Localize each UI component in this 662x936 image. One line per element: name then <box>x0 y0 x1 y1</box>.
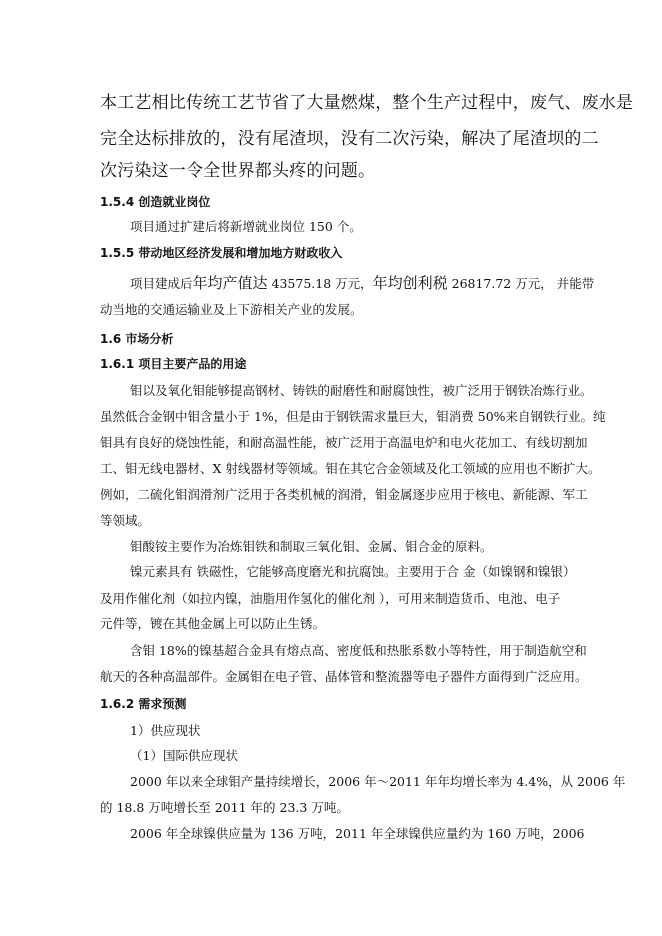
paragraph-line: 例如，二硫化钼润滑剂广泛用于各类机械的润滑，钼金属逐步应用于核电、新能源、军工 <box>100 487 588 502</box>
list-heading: 1）供应现状 <box>130 723 201 738</box>
paragraph-line: 钼酸铵主要作为冶炼钼铁和制取三氧化钼、金属、钼合金的原料。 <box>130 539 493 554</box>
paragraph-line: 次污染这一令全世界都头疼的问题。 <box>100 161 376 181</box>
text-span-large: 年均创利税 <box>372 274 448 292</box>
section-heading: 1.6.2 需求预测 <box>100 697 187 711</box>
paragraph-line: 虽然低合金钢中钼含量小于 1%，但是由于钢铁需求量巨大，钼消费 50%来自钢铁行业。纯 <box>100 409 606 424</box>
list-heading: （1）国际供应现状 <box>130 748 238 763</box>
paragraph-line: 航天的各种高温部件。金属钼在电子管、晶体管和整流器等电子器件方面得到广泛应用。 <box>100 669 588 684</box>
text-span-large: 年均产值达 <box>192 274 268 292</box>
paragraph-line: 2006 年全球镍供应量为 136 万吨，2011 年全球镍供应量约为 160 万吨，2006 <box>130 826 585 841</box>
paragraph-line: 含钼 18%的镍基超合金具有熔点高、密度低和热胀系数小等特性，用于制造航空和 <box>130 643 587 658</box>
section-heading: 1.5.5 带动地区经济发展和增加地方财政收入 <box>100 246 343 260</box>
section-heading: 1.6 市场分析 <box>100 332 174 346</box>
paragraph-line: 钼以及氧化钼能够提高钢材、铸铁的耐磨性和耐腐蚀性，被广泛用于钢铁冶炼行业。 <box>130 383 593 398</box>
paragraph-line: 2000 年以来全球钼产量持续增长，2006 年～2011 年年均增长率为 4.4%，从 2006 年 <box>130 774 626 789</box>
paragraph-line: 项目通过扩建后将新增就业岗位 150 个。 <box>130 219 362 234</box>
paragraph-line: 工、钼无线电器材、X 射线器材等领域。钼在其它合金领域及化工领域的应用也不断扩大。 <box>100 461 601 476</box>
paragraph-line: 的 18.8 万吨增长至 2011 年的 23.3 万吨。 <box>100 800 349 815</box>
text-span: 43575.18 万元， <box>267 276 373 291</box>
section-heading: 1.5.4 创造就业岗位 <box>100 195 211 209</box>
paragraph-line: 镍元素具有 铁磁性，它能够高度磨光和抗腐蚀。主要用于合 金（如镍钢和镍银） <box>130 564 576 579</box>
paragraph-line-mixed <box>130 272 594 293</box>
paragraph-line: 动当地的交通运输业及上下游相关产业的发展。 <box>100 302 363 317</box>
text-span: 26817.72 万元， 并能带 <box>447 276 595 291</box>
paragraph-line: 元件等，镀在其他金属上可以防止生锈。 <box>100 616 326 631</box>
paragraph-line: 完全达标排放的，没有尾渣坝，没有二次污染，解决了尾渣坝的二 <box>100 129 599 149</box>
paragraph-line: 等领域。 <box>100 513 151 528</box>
section-heading: 1.6.1 项目主要产品的用途 <box>100 357 247 371</box>
paragraph-line: 钼具有良好的烧蚀性能，和耐高温性能，被广泛用于高温电炉和电火花加工、有线切割加 <box>100 435 588 450</box>
paragraph-line: 本工艺相比传统工艺节省了大量燃煤，整个生产过程中，废气、废水是 <box>100 93 634 113</box>
paragraph-line: 及用作催化剂（如拉内镍，油脂用作氢化的催化剂 ），可用来制造货币、电池、电子 <box>100 591 561 606</box>
text-span: 项目建成后 <box>130 276 193 291</box>
